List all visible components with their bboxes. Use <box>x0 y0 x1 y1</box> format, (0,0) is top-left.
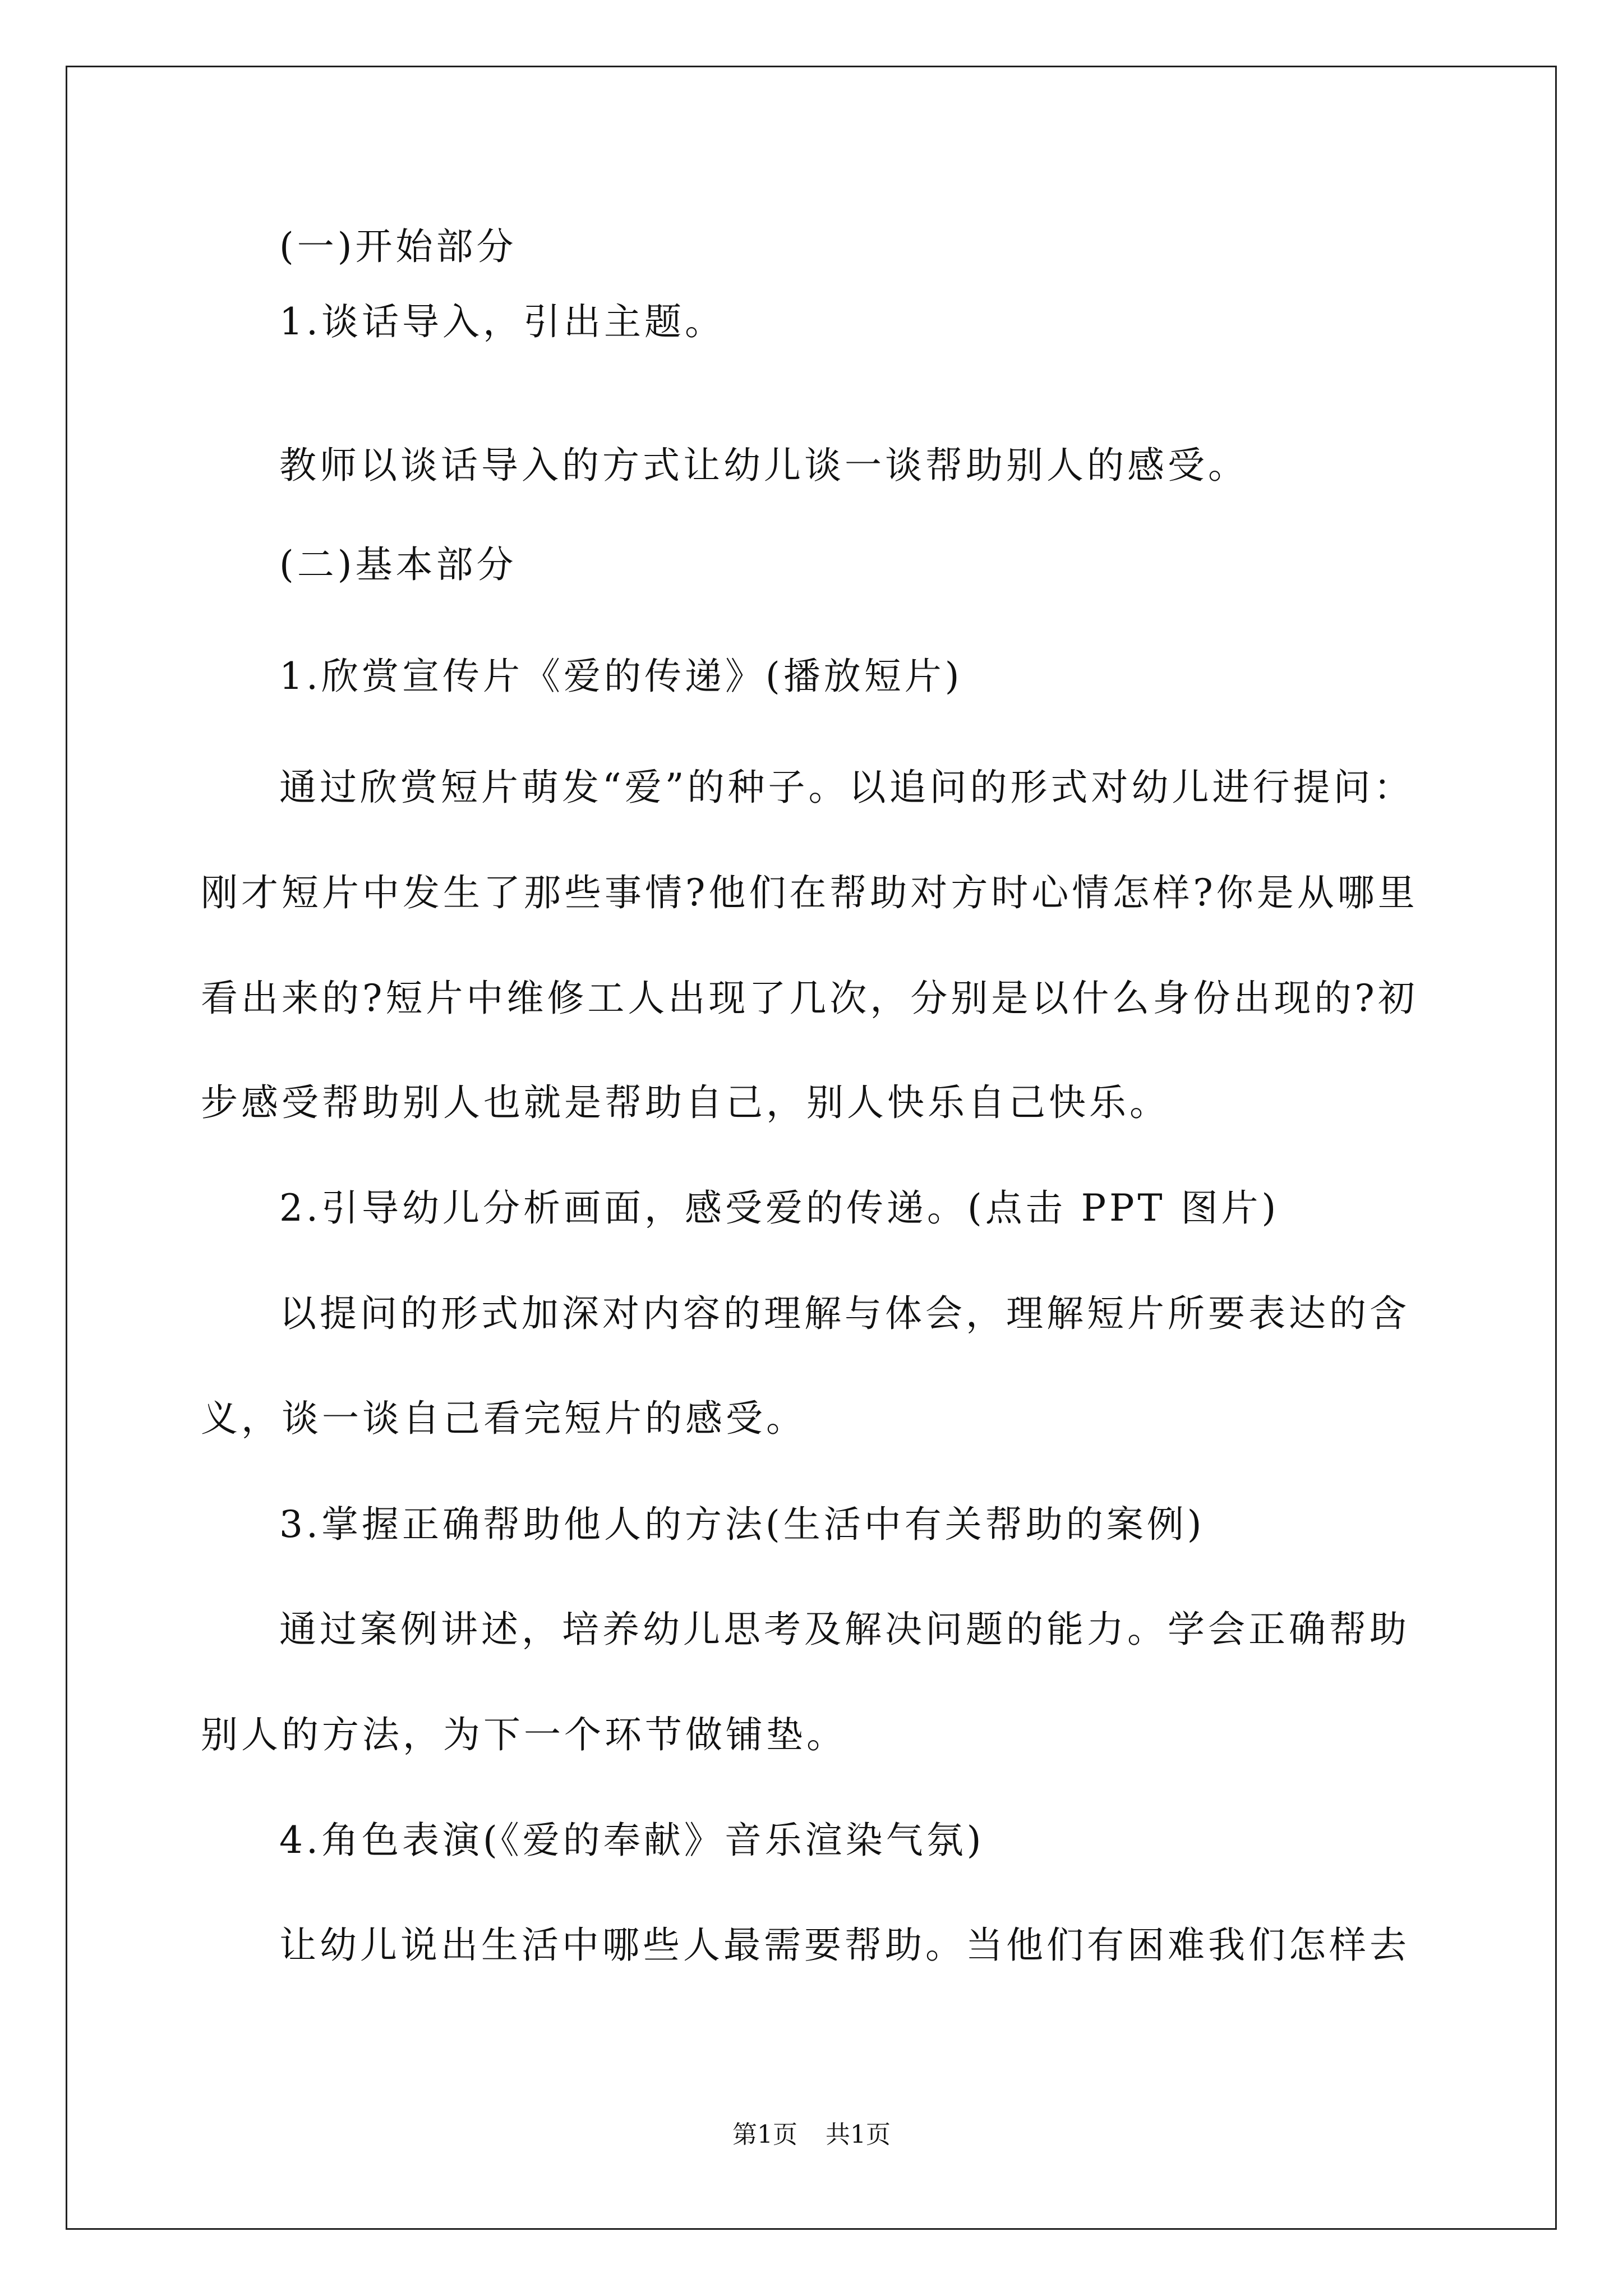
paragraph-line: 刚才短片中发生了那些事情?他们在帮助对方时心情怎样?你是从哪里 <box>201 871 1418 914</box>
paragraph-line: 步感受帮助别人也就是帮助自己，别人快乐自己快乐。 <box>201 1081 1170 1124</box>
paragraph-line: 教师以谈话导入的方式让幼儿谈一谈帮助别人的感受。 <box>279 444 1248 487</box>
paragraph-line: 义，谈一谈自己看完短片的感受。 <box>201 1397 806 1440</box>
step-heading: 1.谈话导入，引出主题。 <box>279 300 725 343</box>
page-footer <box>0 2119 1623 2151</box>
section-heading-start: (一)开始部分 <box>279 225 517 268</box>
paragraph-line: 通过案例讲述，培养幼儿思考及解决问题的能力。学会正确帮助 <box>279 1608 1410 1651</box>
step-heading: 4.角色表演(《爱的奉献》音乐渲染气氛) <box>279 1819 985 1862</box>
paragraph-line: 让幼儿说出生活中哪些人最需要帮助。当他们有困难我们怎样去 <box>279 1924 1410 1967</box>
paragraph-line: 通过欣赏短片萌发“爱”的种子。以追问的形式对幼儿进行提问： <box>279 766 1414 809</box>
section-heading-basic: (二)基本部分 <box>279 543 517 586</box>
paragraph-line: 以提问的形式加深对内容的理解与体会，理解短片所要表达的含 <box>279 1292 1410 1335</box>
paragraph-line: 别人的方法，为下一个环节做铺垫。 <box>201 1713 847 1756</box>
step-heading: 2.引导幼儿分析画面，感受爱的传递。(点击 PPT 图片) <box>279 1186 1280 1230</box>
step-heading: 1.欣赏宣传片《爱的传递》(播放短片) <box>279 655 963 698</box>
page-number-total: 共1页 <box>826 2120 891 2149</box>
step-heading: 3.掌握正确帮助他人的方法(生活中有关帮助的案例) <box>279 1503 1205 1546</box>
paragraph-line: 看出来的?短片中维修工人出现了几次，分别是以什么身份出现的?初 <box>201 977 1418 1020</box>
page-number-current: 第1页 <box>732 2120 797 2149</box>
page-border <box>66 66 1557 2230</box>
